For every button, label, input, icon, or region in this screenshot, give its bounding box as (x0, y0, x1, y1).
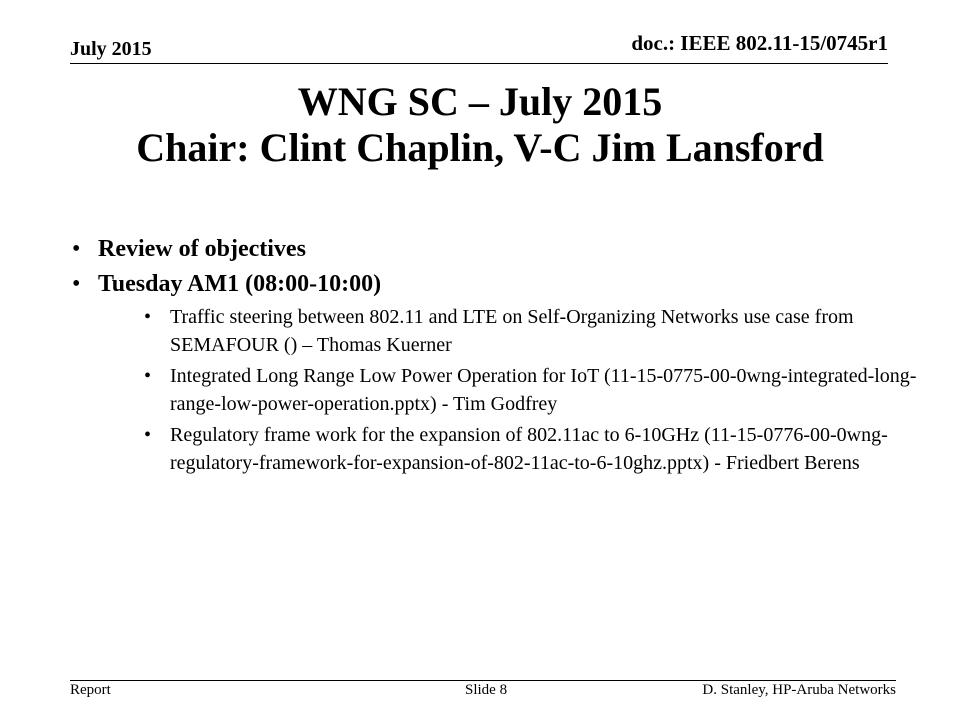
bullet-text: Tuesday AM1 (08:00-10:00) (98, 271, 382, 297)
footer-divider (70, 680, 896, 681)
sub-bullet-dot-icon: • (144, 306, 152, 328)
bullet-review-objectives (72, 232, 922, 267)
slide-body (72, 232, 922, 480)
bullet-dot-icon: • (72, 271, 81, 297)
header-date: July 2015 (70, 38, 152, 60)
sub-bullet-text: Regulatory frame work for the expansion of 802.11ac to 6-10GHz (11-15-0776-00-0wng-regulatory-framework-for-expansion-of-802-11ac-to-6-10ghz.pptx) - Friedbert Berens (170, 424, 888, 474)
sub-bullet-text: Traffic steering between 802.11 and LTE on Self-Organizing Networks use case from SEMAFOUR () – Thomas Kuerner (170, 306, 854, 356)
sub-bullet-traffic-steering (98, 303, 922, 359)
footer-author: D. Stanley, HP-Aruba Networks (702, 682, 896, 698)
slide-title-line-1: WNG SC – July 2015 (297, 79, 663, 124)
sub-bullet-regulatory-framework (98, 421, 922, 477)
header-doc-id: doc.: IEEE 802.11-15/0745r1 (631, 31, 888, 55)
footer-left: Report (70, 682, 111, 698)
bullet-dot-icon: • (72, 236, 81, 262)
sub-bullet-long-range-iot (98, 362, 922, 418)
header-divider (70, 63, 888, 64)
bullet-text: Review of objectives (98, 236, 306, 262)
sub-bullet-dot-icon: • (144, 424, 152, 446)
sub-bullet-text: Integrated Long Range Low Power Operation for IoT (11-15-0775-00-0wng-integrated-long-range-low-power-operation.pptx) - Tim Godfrey (170, 365, 917, 415)
slide-title-line-2: Chair: Clint Chaplin, V-C Jim Lansford (136, 125, 824, 170)
bullet-list (72, 232, 922, 477)
sub-bullet-dot-icon: • (144, 365, 152, 387)
slide-title (60, 79, 900, 171)
footer-slide-number: Slide 8 (465, 682, 508, 698)
bullet-tuesday-am1 (72, 267, 922, 477)
sub-bullet-list (98, 303, 922, 477)
